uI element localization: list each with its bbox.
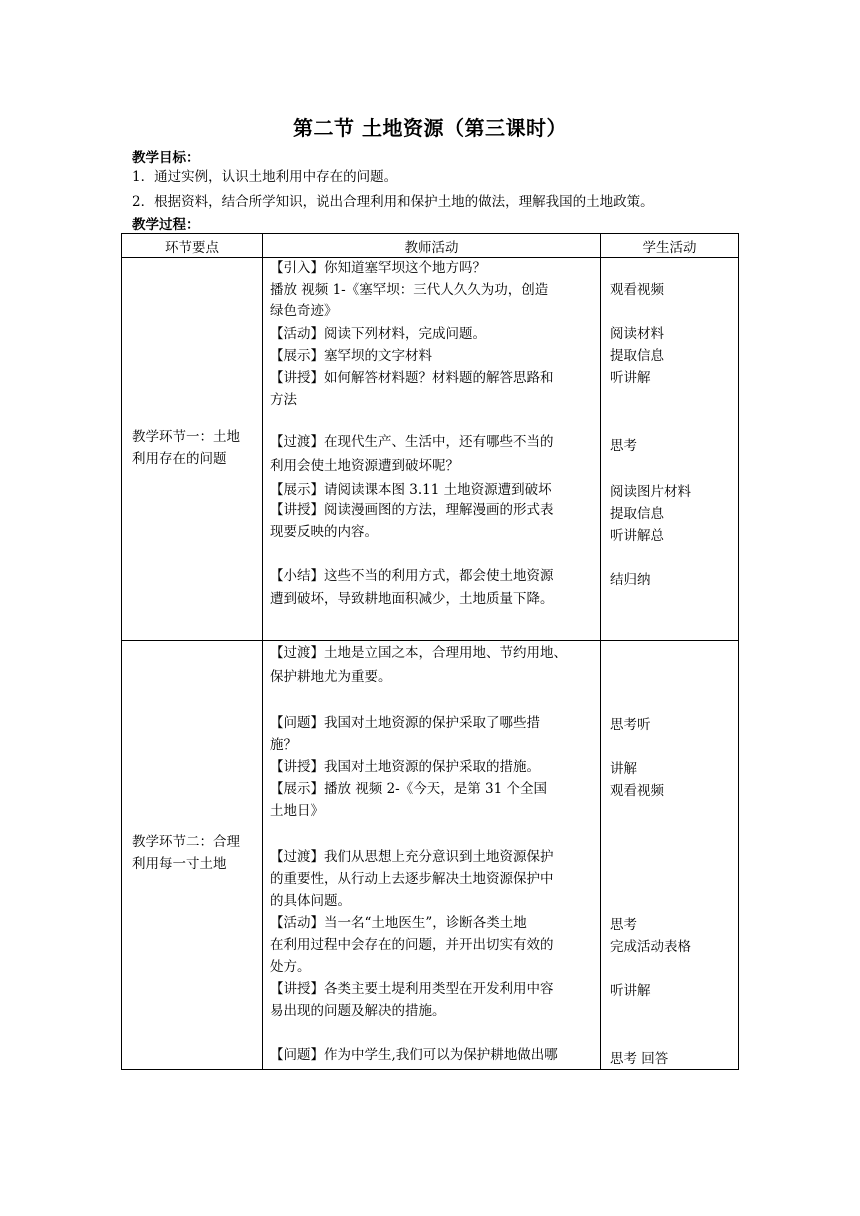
teacher-line: 【讲授】阅读漫画图的方法，理解漫画的形式表 (270, 502, 554, 518)
teacher-activity-cell (263, 641, 601, 1070)
student-line: 结归纳 (610, 572, 651, 588)
teacher-line: 【讲授】如何解答材料题？材料题的解答思路和 (270, 370, 554, 386)
goals-heading: 教学目标： (132, 150, 200, 166)
teacher-line: 的具体问题。 (270, 893, 351, 909)
student-line: 听讲解 (610, 370, 651, 386)
table-row (122, 641, 739, 1070)
student-line: 听讲解总 (610, 528, 664, 544)
teacher-line: 在利用过程中会存在的问题，并开出切实有效的 (270, 937, 554, 953)
student-line: 思考 (610, 438, 637, 454)
student-line: 思考听 (610, 717, 651, 733)
teacher-activity-cell (263, 258, 601, 641)
table-row (122, 258, 739, 641)
teacher-line: 【活动】阅读下列材料，完成问题。 (270, 326, 486, 342)
teacher-line: 【引入】你知道塞罕坝这个地方吗？ (270, 260, 486, 276)
section-cell (122, 641, 263, 1070)
teacher-line: 【问题】作为中学生,我们可以为保护耕地做出哪 (270, 1047, 558, 1063)
section-title: 教学环节二：合理 利用每一寸土地 (132, 834, 240, 872)
teacher-line: 土地日》 (270, 803, 324, 819)
header-section: 环节要点 (122, 234, 263, 258)
student-line: 思考 回答 (610, 1051, 669, 1067)
teacher-line: 播放 视频 1-《塞罕坝：三代人久久为功，创造 (270, 282, 549, 298)
teacher-line: 现要反映的内容。 (270, 524, 378, 540)
teacher-line: 【展示】播放 视频 2-《今天，是第 31 个全国 (270, 781, 547, 797)
teacher-line: 【过渡】我们从思想上充分意识到土地资源保护 (270, 849, 554, 865)
student-line: 阅读材料 (610, 326, 664, 342)
goal-item-1: 1．通过实例，认识土地利用中存在的问题。 (132, 169, 398, 185)
header-student: 学生活动 (601, 234, 739, 258)
process-heading: 教学过程： (132, 217, 200, 233)
header-teacher: 教师活动 (263, 234, 601, 258)
student-line: 观看视频 (610, 282, 664, 298)
goal-item-2: 2．根据资料，结合所学知识，说出合理利用和保护土地的做法，理解我国的土地政策。 (132, 194, 654, 210)
student-line: 阅读图片材料 (610, 484, 691, 500)
section-title: 教学环节一：土地 利用存在的问题 (132, 429, 240, 467)
teacher-line: 【小结】这些不当的利用方式，都会使土地资源 (270, 568, 554, 584)
student-line: 提取信息 (610, 348, 664, 364)
teacher-line: 【过渡】在现代生产、生活中，还有哪些不当的 (270, 434, 554, 450)
student-line: 讲解 (610, 761, 637, 777)
student-activity-cell (601, 258, 739, 641)
teacher-line: 【过渡】土地是立国之本，合理用地、节约用地、 (270, 645, 567, 661)
section-cell (122, 258, 263, 641)
teacher-line: 方法 (270, 392, 297, 408)
teacher-line: 遭到破坏，导致耕地面积减少，土地质量下降。 (270, 591, 554, 607)
document-title: 第二节 土地资源（第三课时） (293, 116, 567, 140)
teacher-line: 利用会使土地资源遭到破坏呢？ (270, 458, 459, 474)
student-line: 完成活动表格 (610, 939, 691, 955)
teacher-line: 【讲授】我国对土地资源的保护采取的措施。 (270, 759, 540, 775)
student-line: 观看视频 (610, 783, 664, 799)
teacher-line: 【讲授】各类主要土堤利用类型在开发利用中容 (270, 981, 554, 997)
teacher-line: 的重要性，从行动上去逐步解决土地资源保护中 (270, 871, 554, 887)
lesson-plan-table (121, 233, 739, 1070)
teacher-line: 处方。 (270, 959, 311, 975)
teacher-line: 绿色奇迹》 (270, 303, 338, 319)
teacher-line: 【展示】塞罕坝的文字材料 (270, 348, 432, 364)
student-line: 思考 (610, 917, 637, 933)
student-activity-cell (601, 641, 739, 1070)
teacher-line: 易出现的问题及解决的措施。 (270, 1003, 446, 1019)
table-header-row (122, 234, 739, 258)
teacher-line: 【活动】当一名“土地医生”，诊断各类土地 (270, 915, 527, 931)
teacher-line: 施？ (270, 737, 297, 753)
teacher-line: 保护耕地尤为重要。 (270, 669, 392, 685)
teacher-line: 【展示】请阅读课本图 3.11 土地资源遭到破坏 (270, 482, 552, 498)
student-line: 听讲解 (610, 983, 651, 999)
student-line: 提取信息 (610, 506, 664, 522)
teacher-line: 【问题】我国对土地资源的保护采取了哪些措 (270, 715, 540, 731)
